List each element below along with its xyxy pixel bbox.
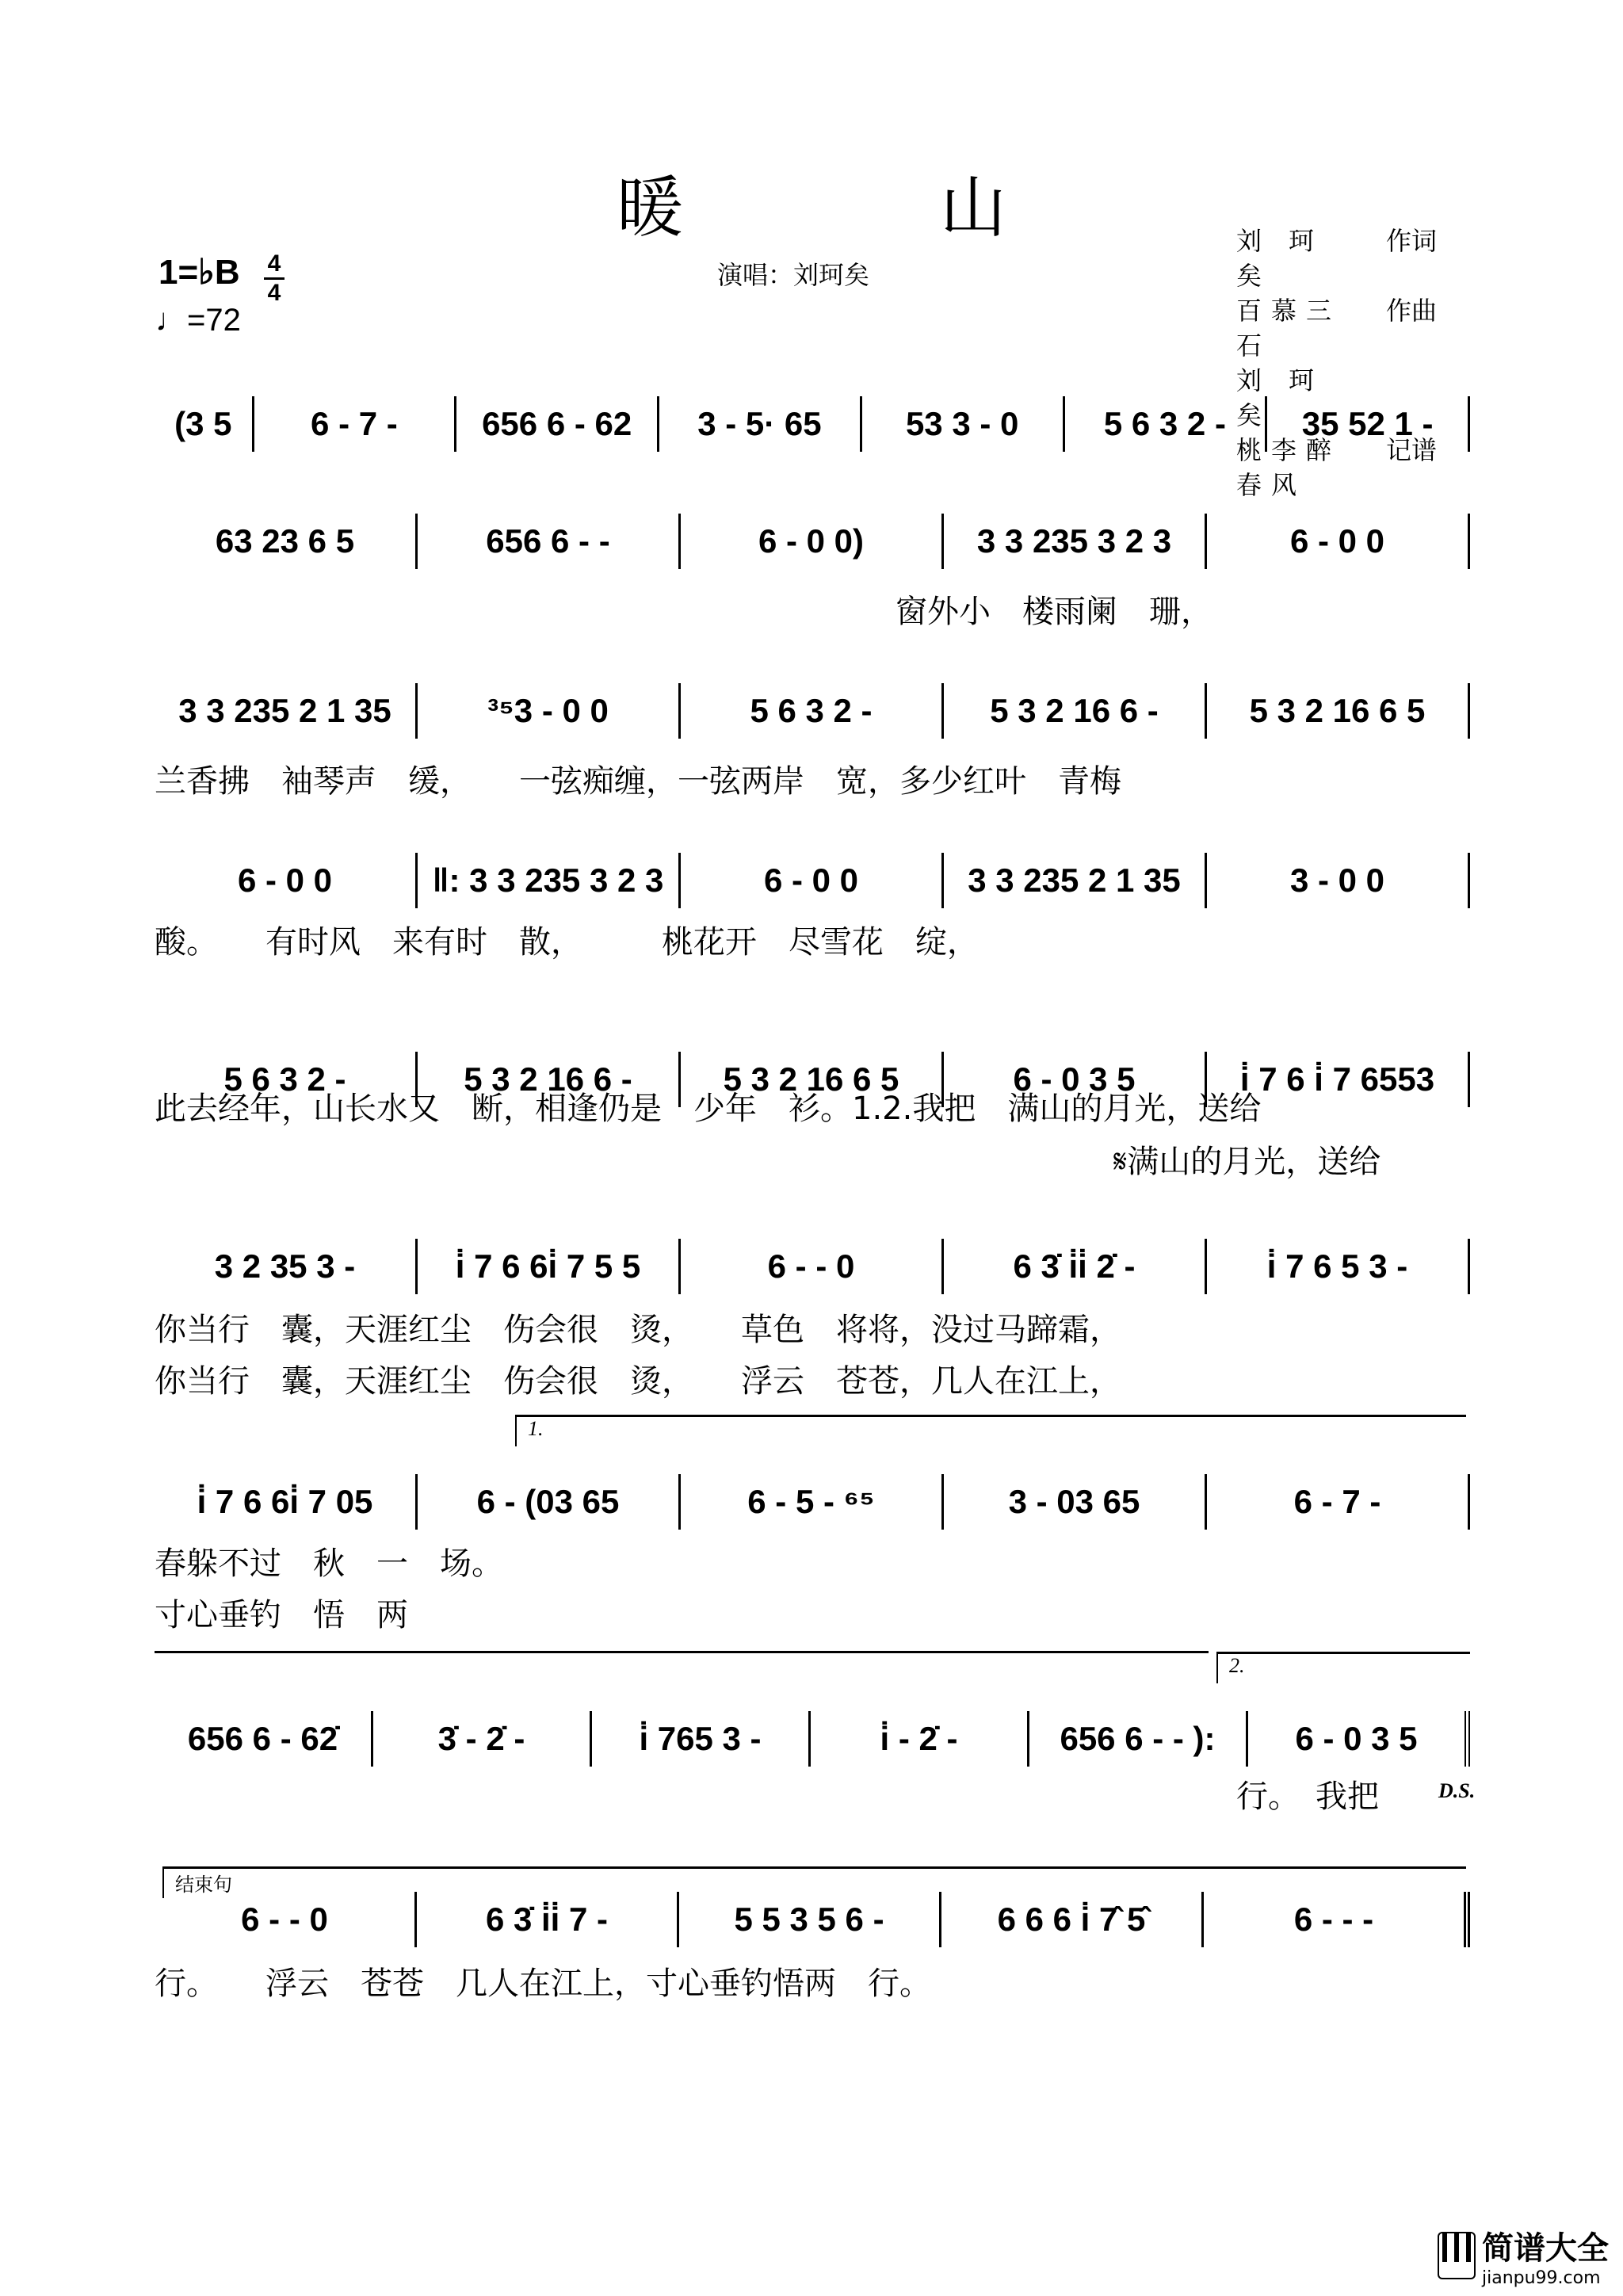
- lyric-line: 春躲不过 秋 一 场。: [155, 1545, 503, 1582]
- staff-row: [155, 853, 1470, 908]
- measure: 3 2 35 3 -: [155, 1239, 418, 1294]
- time-signature-bottom: 4: [267, 280, 281, 306]
- measure: 6 - 0 3 5: [944, 1052, 1207, 1107]
- measure: (3 5: [155, 396, 254, 452]
- lyric-line: 你当行 囊，天涯红尘 伤会很 烫， 浮云 苍苍，几人在江上，: [155, 1363, 1121, 1400]
- measure: 656 6 - - ):: [1029, 1711, 1248, 1767]
- measure: ³⁵3 - 0 0: [418, 683, 681, 739]
- measure: 3 3 235 3 2 3: [944, 514, 1207, 569]
- measure: i̇ - 2̇ -: [811, 1711, 1029, 1767]
- volta-bracket: 1.: [515, 1415, 1466, 1446]
- measure: 656 6 - -: [418, 514, 681, 569]
- credit-name: 桃李醉春风: [1236, 435, 1342, 500]
- measure: 5 3 2 16 6 5: [681, 1052, 944, 1107]
- measure: 5 3 2 16 6 -: [944, 683, 1207, 739]
- credit-role: 作词: [1386, 226, 1438, 256]
- credit-name: 百慕三石: [1236, 296, 1342, 361]
- key-signature: 1=♭B: [158, 253, 240, 292]
- measure: 656 6 - 62̇: [155, 1711, 373, 1767]
- measure: 656 6 - 62: [456, 396, 659, 452]
- song-title: 暖 山: [616, 169, 1102, 246]
- credit-role: 记谱: [1386, 435, 1438, 465]
- measure: 6 - 0 0: [1207, 514, 1470, 569]
- watermark: [1438, 2223, 1609, 2288]
- measure: 5 3 2 16 6 -: [418, 1052, 681, 1107]
- staff-row: [155, 683, 1470, 739]
- credit-line: [1236, 223, 1437, 293]
- singer: 演唱：刘珂矣: [717, 260, 870, 290]
- staff-row: [155, 1711, 1470, 1767]
- measure: i̇ 7 6 6i̇ 7 05: [155, 1474, 418, 1530]
- volta-bracket: 2.: [1216, 1652, 1470, 1683]
- lyric-line: 窗外小 楼雨阑 珊，: [896, 594, 1212, 630]
- measure: ‖: 3 3 235 3 2 3: [418, 853, 681, 908]
- measure: 6 - 0 0: [681, 853, 944, 908]
- measure: 5 6 3 2 -: [681, 683, 944, 739]
- tempo: ♩=72: [155, 303, 241, 338]
- measure: 6 - 7 -: [1207, 1474, 1470, 1530]
- measure: 3 - 03 65: [944, 1474, 1207, 1530]
- ending-section-label: 结束句: [162, 1866, 1466, 1898]
- staff-row: [155, 1892, 1470, 1947]
- measure: 6 - (03 65: [418, 1474, 681, 1530]
- measure: 6 3̇ i̇i̇ 2̇ -: [944, 1239, 1207, 1294]
- measure: i̇ 7 6 i̇ 7 6553: [1207, 1052, 1470, 1107]
- lyric-line: 兰香拂 袖琴声 缓， 一弦痴缠，一弦两岸 宽，多少红叶 青梅: [155, 763, 1121, 800]
- lyric-line: 行。 我把: [1236, 1778, 1379, 1815]
- staff-row: [155, 1474, 1470, 1530]
- lyric-line: 𝄋满山的月光，送给: [1113, 1144, 1381, 1180]
- measure: 6 - - 0: [681, 1239, 944, 1294]
- measure: 35 52 1 -: [1267, 396, 1470, 452]
- measure: i̇ 7 6 5 3 -: [1207, 1239, 1470, 1294]
- measure: 6 3̇ i̇i̇ 7 -: [417, 1892, 679, 1947]
- dal-segno-mark: D.S.: [1438, 1779, 1476, 1802]
- piano-logo-icon: [1438, 2232, 1476, 2279]
- measure: 6 - - 0: [155, 1892, 417, 1947]
- volta-1-continuation: [155, 1651, 1209, 1653]
- measure: 3 - 0 0: [1207, 853, 1470, 908]
- measure: 6 6 6 i̇ 7̂ 5̂: [941, 1892, 1204, 1947]
- measure: 53 3 - 0: [862, 396, 1065, 452]
- lyric-line: 寸心垂钓 悟 两: [155, 1597, 408, 1633]
- staff-row: [155, 1239, 1470, 1294]
- measure: 5 6 3 2 -: [155, 1052, 418, 1107]
- measure: 3 - 5· 65: [659, 396, 862, 452]
- credit-role: 作曲: [1386, 296, 1438, 326]
- lyric-line: 你当行 囊，天涯红尘 伤会很 烫， 草色 将将，没过马蹄霜，: [155, 1312, 1121, 1348]
- measure: 63 23 6 5: [155, 514, 418, 569]
- credit-name: 刘 珂 矣: [1236, 365, 1324, 430]
- measure: 5 3 2 16 6 5: [1207, 683, 1470, 739]
- measure: 6 - - -: [1204, 1892, 1470, 1947]
- credit-name: 刘 珂 矣: [1236, 226, 1324, 291]
- measure: 5 6 3 2 -: [1065, 396, 1268, 452]
- staff-row: [155, 396, 1470, 452]
- measure: i̇ 765 3 -: [592, 1711, 811, 1767]
- measure: 6 - 0 3 5: [1248, 1711, 1470, 1767]
- measure: 5 5 3 5 6 -: [679, 1892, 941, 1947]
- time-signature: [264, 252, 285, 305]
- measure: 6 - 7 -: [254, 396, 457, 452]
- lyric-line: 行。 浮云 苍苍 几人在江上，寸心垂钓悟两 行。: [155, 1966, 931, 2002]
- lyric-line: 此去经年，山长水又 断，相逢仍是 少年 衫。1.2.我把 满山的月光，送给: [155, 1091, 1262, 1127]
- credit-line: [1236, 293, 1437, 363]
- time-signature-top: 4: [267, 250, 281, 277]
- staff-row: [155, 514, 1470, 569]
- measure: 3 3 235 2 1 35: [944, 853, 1207, 908]
- credits: [1236, 223, 1437, 502]
- measure: 6 - 0 0): [681, 514, 944, 569]
- lyric-line: 酸。 有时风 来有时 散， 桃花开 尽雪花 绽，: [155, 924, 979, 961]
- watermark-url: jianpu99.com: [1482, 2268, 1601, 2288]
- measure: i̇ 7 6 6i̇ 7 5 5: [418, 1239, 681, 1294]
- measure: 3 3 235 2 1 35: [155, 683, 418, 739]
- measure: 6 - 5 - ⁶⁵: [681, 1474, 944, 1530]
- measure: 6 - 0 0: [155, 853, 418, 908]
- watermark-name: 简谱大全: [1482, 2230, 1609, 2267]
- measure: 3̇ - 2̇ -: [373, 1711, 592, 1767]
